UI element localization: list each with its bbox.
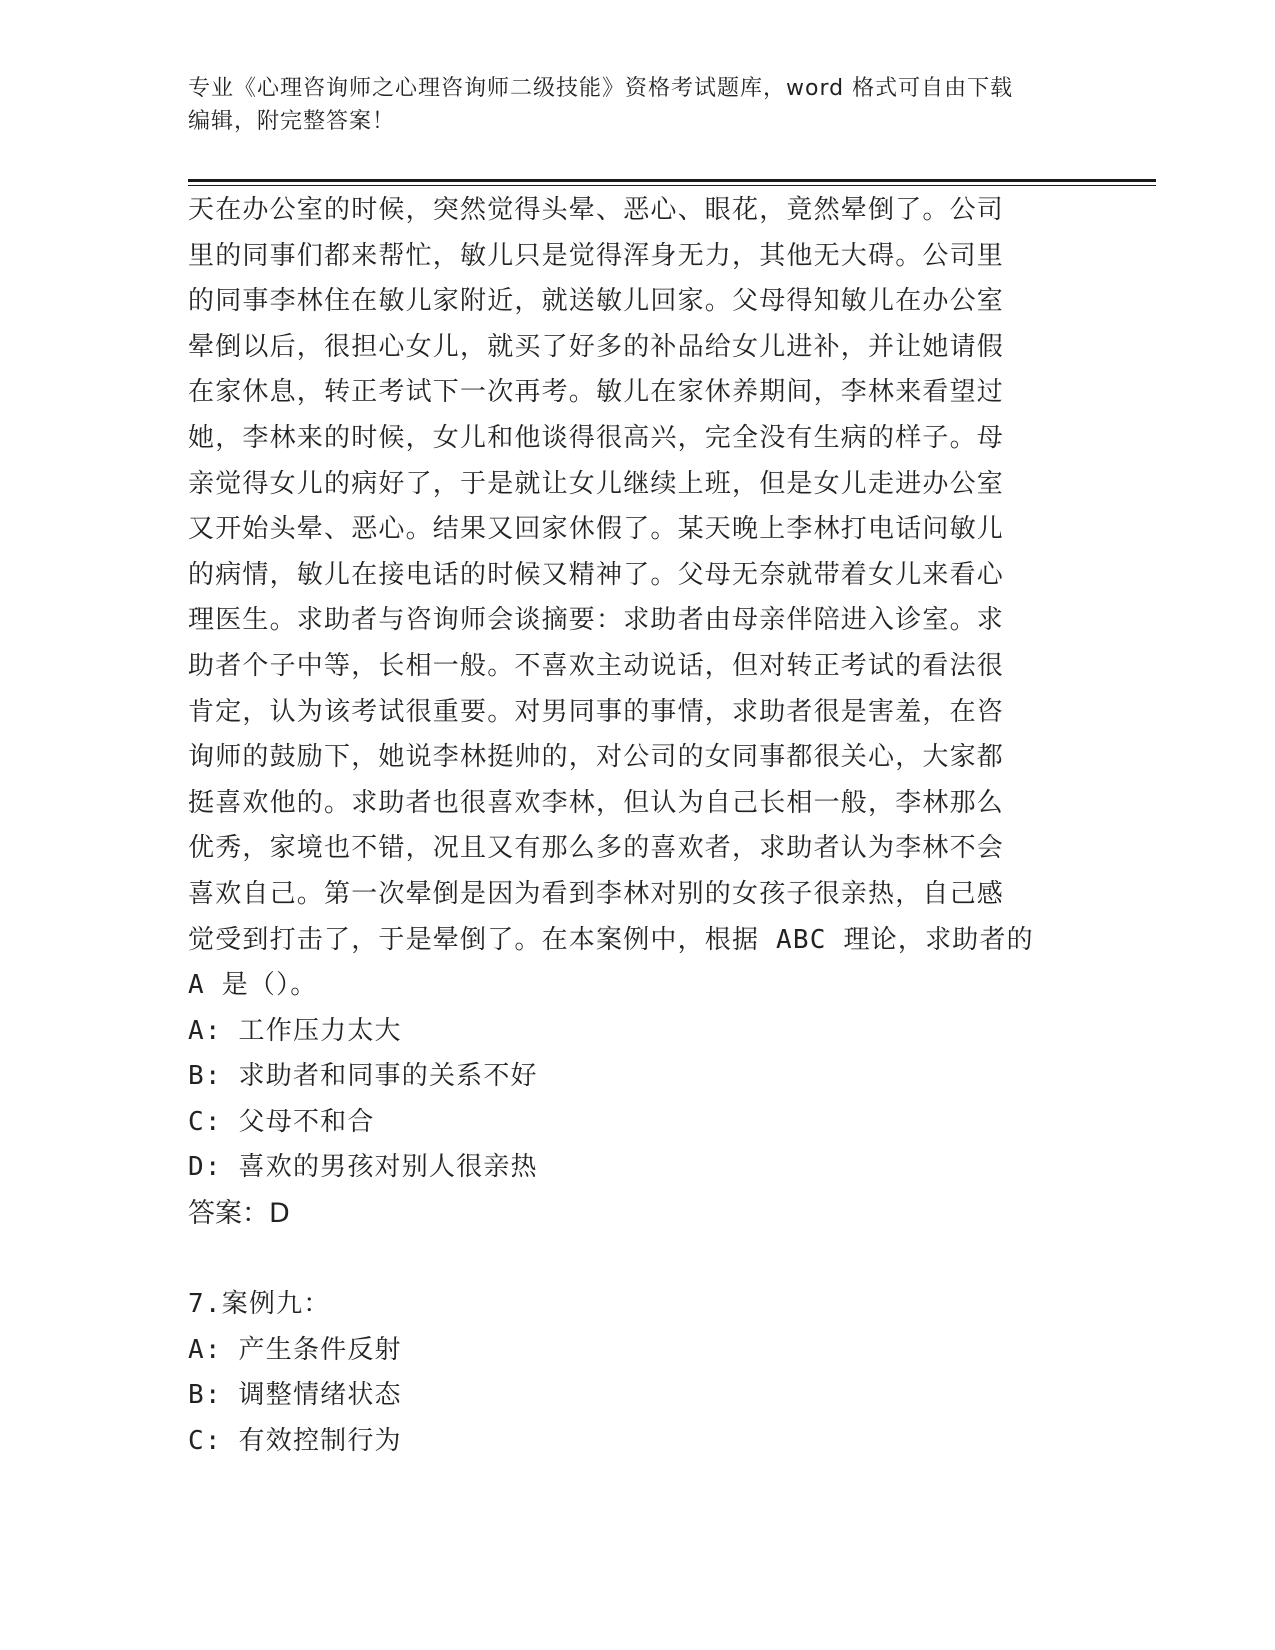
document-body xyxy=(188,188,1068,1465)
option-a: A: 产生条件反射 xyxy=(188,1334,402,1365)
option-b: B: 求助者和同事的关系不好 xyxy=(188,1061,538,1092)
stem-line: 里的同事们都来帮忙，敏儿只是觉得浑身无力，其他无大碍。公司里 xyxy=(188,240,1005,271)
option-a: A: 工作压力太大 xyxy=(188,1015,402,1046)
stem-line: 喜欢自己。第一次晕倒是因为看到李林对别的女孩子很亲热，自己感 xyxy=(188,878,1005,909)
stem-line: 在家休息，转正考试下一次再考。敏儿在家休养期间，李林来看望过 xyxy=(188,377,1005,408)
option-d: D: 喜欢的男孩对别人很亲热 xyxy=(188,1152,538,1183)
stem-line: 的同事李林住在敏儿家附近，就送敏儿回家。父母得知敏儿在办公室 xyxy=(188,286,1005,317)
header-divider-thin xyxy=(188,185,1156,186)
stem-line: 天在办公室的时候，突然觉得头晕、恶心、眼花，竟然晕倒了。公司 xyxy=(188,195,1005,225)
stem-line: 亲觉得女儿的病好了，于是就让女儿继续上班，但是女儿走进办公室 xyxy=(188,468,1005,499)
header-divider-thick xyxy=(188,179,1156,182)
stem-line: 她，李林来的时候，女儿和他谈得很高兴，完全没有生病的样子。母 xyxy=(188,422,1005,453)
answer-label: 答案：D xyxy=(188,1198,290,1230)
stem-line: 晕倒以后，很担心女儿，就买了好多的补品给女儿进补，并让她请假 xyxy=(188,331,1005,362)
question-6-stem xyxy=(188,188,1068,1009)
stem-line: 挺喜欢他的。求助者也很喜欢李林，但认为自己长相一般，李林那么 xyxy=(188,787,1005,818)
header-line-2: 编辑，附完整答案！ xyxy=(188,109,396,134)
question-7 xyxy=(188,1282,1068,1464)
stem-line: 询师的鼓励下，她说李林挺帅的，对公司的女同事都很关心，大家都 xyxy=(188,742,1005,773)
stem-line: 优秀，家境也不错，况且又有那么多的喜欢者，求助者认为李林不会 xyxy=(188,833,1005,864)
stem-line: 肯定，认为该考试很重要。对男同事的事情，求助者很是害羞，在咨 xyxy=(188,696,1005,727)
stem-line: 又开始头晕、恶心。结果又回家休假了。某天晚上李林打电话问敏儿 xyxy=(188,514,1005,545)
option-c: C: 有效控制行为 xyxy=(188,1426,402,1457)
stem-line: 觉受到打击了，于是晕倒了。在本案例中，根据 ABC 理论，求助者的 xyxy=(188,924,1034,955)
option-c: C: 父母不和合 xyxy=(188,1106,375,1137)
stem-line: 的病情，敏儿在接电话的时候又精神了。父母无奈就带着女儿来看心 xyxy=(188,559,1005,590)
question-7-title: 7.案例九： xyxy=(188,1289,331,1320)
stem-line: A 是（）。 xyxy=(188,970,318,1001)
question-6-options xyxy=(188,1009,1068,1191)
stem-line: 助者个子中等，长相一般。不喜欢主动说话，但对转正考试的看法很 xyxy=(188,650,1005,681)
option-b: B: 调整情绪状态 xyxy=(188,1380,402,1411)
header-line-1: 专业《心理咨询师之心理咨询师二级技能》资格考试题库，word 格式可自由下载 xyxy=(188,76,1014,101)
document-header xyxy=(188,72,1068,138)
spacer xyxy=(188,1237,1068,1283)
stem-line: 理医生。求助者与咨询师会谈摘要：求助者由母亲伴陪进入诊室。求 xyxy=(188,605,1005,636)
